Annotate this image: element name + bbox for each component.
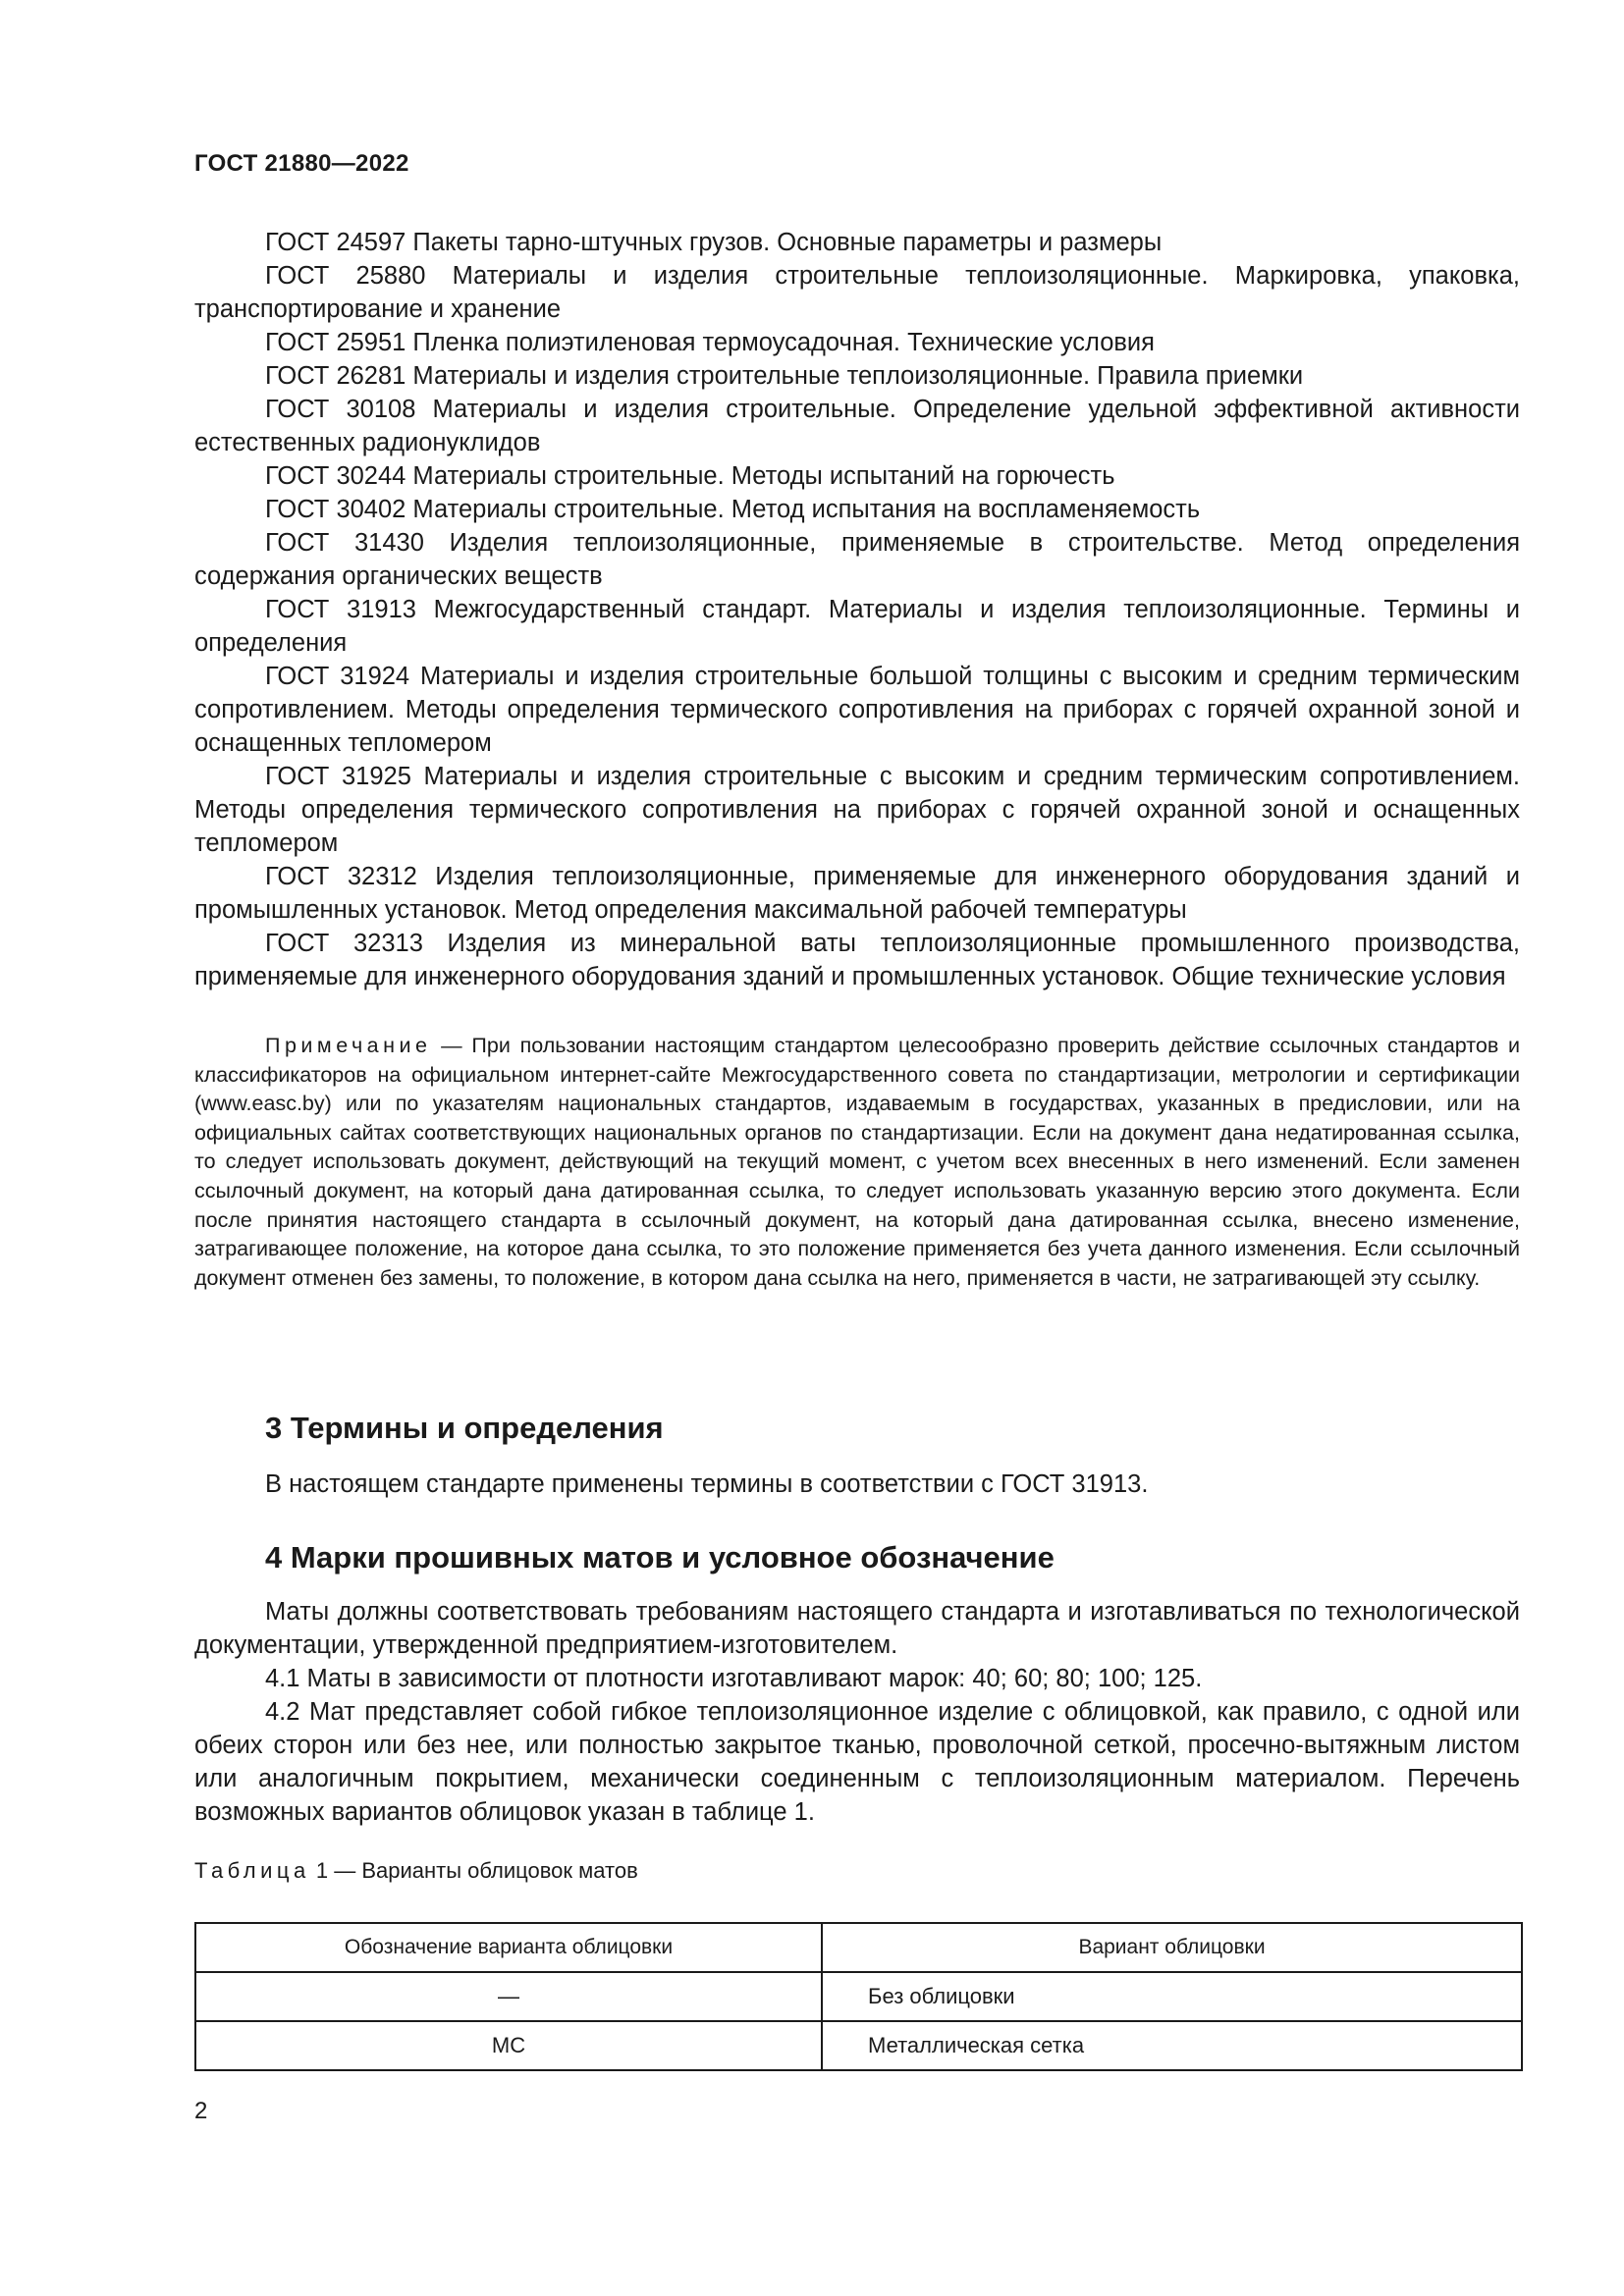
- section-4-paragraph: 4.1 Маты в зависимости от плотности изготавливают марок: 40; 60; 80; 100; 125.: [265, 1665, 1203, 1692]
- reference-item: ГОСТ 25951 Пленка полиэтиленовая термоусадочная. Технические условия: [265, 329, 1155, 356]
- table-cell-designation: —: [195, 1972, 822, 2021]
- section-3-body: [194, 1468, 1520, 1501]
- table-caption-text: 1 — Варианты облицовок матов: [309, 1858, 638, 1883]
- references-note: [194, 1032, 1520, 1293]
- note-text: При пользовании настоящим стандартом целесообразно проверить действие ссылочных стандартов и классификаторов на официальном интернет-сайте Межгосударственного совета по стандартизации, метрологии и сертификации (www.easc.by) или по указателям национальных стандартов, издаваемым в государствах, указанных в предисловии, или на официальных сайтах соответствующих национальных органов по стандартизации. Если на документ дана недатированная ссылка, то следует использовать документ, действующий на текущий момент, с учетом всех внесенных в него изменений. Если заменен ссылочный документ, на который дана датированная ссылка, то следует использовать указанную версию этого документа. Если после принятия настоящего стандарта в ссылочный документ, на который дана датированная ссылка, внесено изменение, затрагивающее положение, на которое дана ссылка, то это положение применяется без учета данного изменения. Если ссылочный документ отменен без замены, то положение, в котором дана ссылка на него, применяется в части, не затрагивающей эту ссылку.: [194, 1034, 1520, 1290]
- section-3-paragraph: В настоящем стандарте применены термины в соответствии с ГОСТ 31913.: [265, 1470, 1149, 1498]
- reference-item: ГОСТ 30402 Материалы строительные. Метод испытания на воспламеняемость: [265, 496, 1201, 523]
- reference-item: ГОСТ 31430 Изделия теплоизоляционные, применяемые в строительстве. Метод определения содержания органических веществ: [194, 529, 1520, 590]
- document-code-header: ГОСТ 21880—2022: [194, 150, 409, 177]
- table-1-caption: [194, 1858, 638, 1884]
- section-3-title: 3 Термины и определения: [265, 1411, 664, 1445]
- reference-item: ГОСТ 32312 Изделия теплоизоляционные, применяемые для инженерного оборудования зданий и промышленных установок. Метод определения максимальной рабочей температуры: [194, 863, 1520, 924]
- page-number: 2: [194, 2098, 208, 2124]
- table-header-row: [195, 1923, 1522, 1972]
- reference-item: ГОСТ 24597 Пакеты тарно-штучных грузов. Основные параметры и размеры: [265, 229, 1163, 256]
- note-label: Примечание: [265, 1034, 432, 1057]
- section-4-paragraph: Маты должны соответствовать требованиям настоящего стандарта и изготавливаться по технологической документации, утвержденной предприятием-изготовителем.: [194, 1598, 1520, 1659]
- column-header-designation: Обозначение варианта облицовки: [195, 1923, 822, 1972]
- table-row: [195, 1972, 1522, 2021]
- reference-item: ГОСТ 31913 Межгосударственный стандарт. Материалы и изделия теплоизоляционные. Термины и определения: [194, 596, 1520, 657]
- reference-item: ГОСТ 30244 Материалы строительные. Методы испытаний на горючесть: [265, 462, 1115, 490]
- reference-item: ГОСТ 25880 Материалы и изделия строительные теплоизоляционные. Маркировка, упаковка, транспортирование и хранение: [194, 262, 1520, 323]
- table-cell-variant: Без облицовки: [822, 1972, 1522, 2021]
- table-row: [195, 2021, 1522, 2070]
- section-4-paragraph: 4.2 Мат представляет собой гибкое теплоизоляционное изделие с облицовкой, как правило, с одной или обеих сторон или без нее, или полностью закрытое тканью, проволочной сеткой, просечно-вытяжным листом или аналогичным покрытием, механически соединенным с теплоизоляционным материалом. Перечень возможных вариантов облицовок указан в таблице 1.: [194, 1698, 1520, 1826]
- facing-variants-table: [194, 1922, 1523, 2071]
- reference-item: ГОСТ 32313 Изделия из минеральной ваты теплоизоляционные промышленного производства, применяемые для инженерного оборудования зданий и промышленных установок. Общие технические условия: [194, 930, 1520, 990]
- reference-item: ГОСТ 31925 Материалы и изделия строительные с высоким и средним термическим сопротивлением. Методы определения термического сопротивления на приборах с горячей охранной зоной и оснащенных тепломером: [194, 763, 1520, 857]
- note-dash: —: [431, 1034, 472, 1057]
- reference-item: ГОСТ 30108 Материалы и изделия строительные. Определение удельной эффективной активности естественных радионуклидов: [194, 396, 1520, 456]
- section-4-body: [194, 1595, 1520, 1829]
- section-4-title: 4 Марки прошивных матов и условное обозначение: [265, 1540, 1055, 1575]
- reference-item: ГОСТ 26281 Материалы и изделия строительные теплоизоляционные. Правила приемки: [265, 362, 1304, 390]
- normative-references-list: [194, 226, 1520, 993]
- reference-item: ГОСТ 31924 Материалы и изделия строительные большой толщины с высоким и средним термическим сопротивлением. Методы определения термического сопротивления на приборах с горячей охранной зоной и оснащенных тепломером: [194, 663, 1520, 757]
- table-cell-variant: Металлическая сетка: [822, 2021, 1522, 2070]
- table-cell-designation: МС: [195, 2021, 822, 2070]
- table-caption-label: Таблица: [194, 1858, 310, 1883]
- column-header-variant: Вариант облицовки: [822, 1923, 1522, 1972]
